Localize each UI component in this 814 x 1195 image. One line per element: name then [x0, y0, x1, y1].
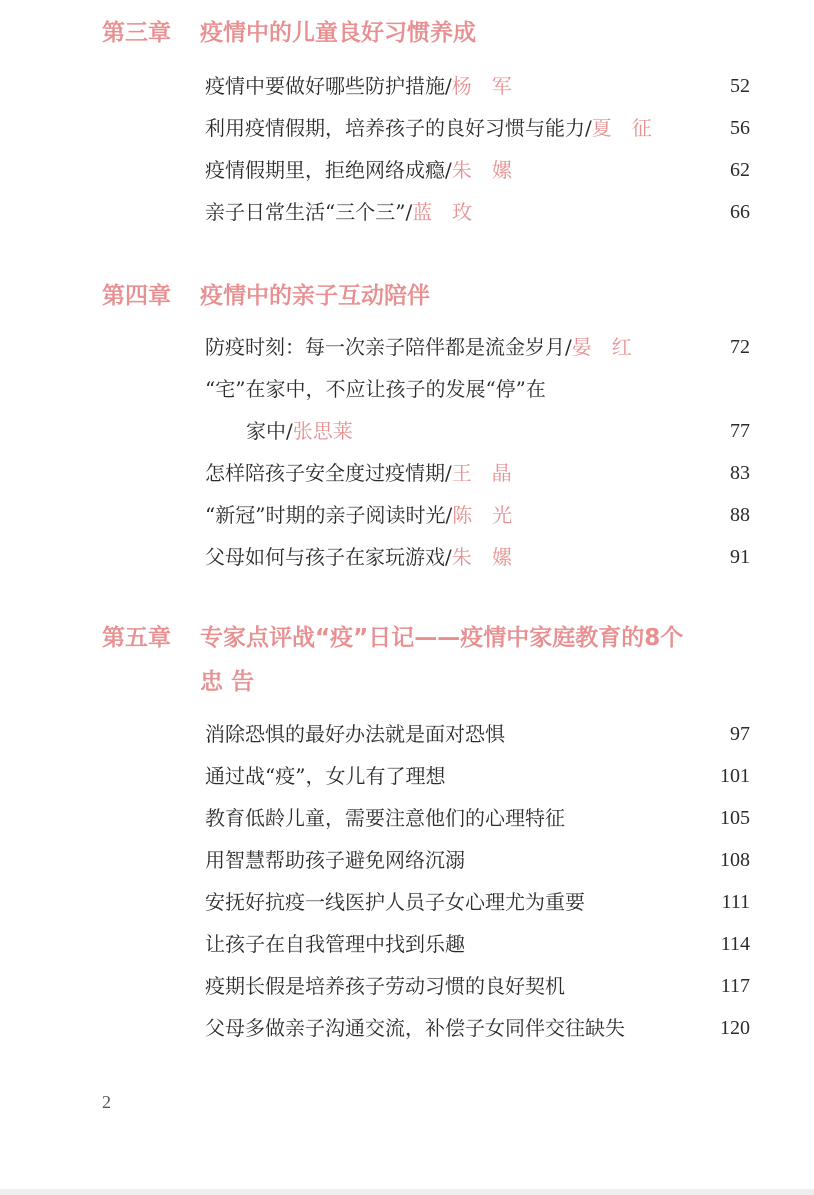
entry-author: 陈 光: [452, 503, 513, 527]
entry-title: 疫期长假是培养孩子劳动习惯的良好契机: [205, 974, 565, 998]
chapter-number: 第五章: [102, 625, 171, 651]
entry-page: 111: [721, 891, 750, 913]
chapter-title: 疫情中的儿童良好习惯养成: [200, 20, 476, 46]
entry-author: 晏 红: [571, 335, 632, 359]
entry-page: 88: [730, 504, 750, 526]
entry-page: 120: [720, 1017, 750, 1039]
entry-page: 72: [730, 336, 750, 358]
entry-title: 教育低龄儿童，需要注意他们的心理特征: [205, 806, 565, 830]
toc-entry[interactable]: [205, 1010, 750, 1046]
chapter-title-line2: 忠 告: [200, 669, 255, 695]
chapter-number: 第三章: [102, 20, 171, 46]
toc-entry[interactable]: [205, 152, 750, 188]
entry-title: “宅”在家中，不应让孩子的发展“停”在: [205, 377, 546, 401]
toc-entry[interactable]: [205, 497, 750, 533]
toc-entry[interactable]: [205, 539, 750, 575]
toc-entry[interactable]: [205, 968, 750, 1004]
entry-title: 用智慧帮助孩子避免网络沉溺: [205, 848, 465, 872]
entry-title: 疫情中要做好哪些防护措施/: [205, 74, 452, 98]
page-number: 2: [102, 1092, 111, 1112]
entry-page: 83: [730, 462, 750, 484]
entry-page: 91: [730, 546, 750, 568]
entry-page: 62: [730, 159, 750, 181]
toc-entry[interactable]: [205, 842, 750, 878]
bottom-divider: [0, 1189, 814, 1195]
entry-page: 114: [720, 933, 750, 955]
entry-author: 朱 嫘: [451, 158, 512, 182]
chapter-heading-continuation: [102, 657, 255, 707]
chapter-heading: [102, 271, 430, 321]
entry-page: 52: [730, 75, 750, 97]
entry-page: 66: [730, 201, 750, 223]
entry-title: 通过战“疫”，女儿有了理想: [205, 764, 446, 788]
toc-entry[interactable]: [205, 371, 750, 407]
entry-title: 利用疫情假期，培养孩子的良好习惯与能力/: [205, 116, 592, 140]
entry-author: 杨 军: [451, 74, 512, 98]
toc-entry[interactable]: [205, 68, 750, 104]
entry-page: 101: [720, 765, 750, 787]
entry-title: 亲子日常生活“三个三”/: [205, 200, 413, 224]
entry-author: 张思莱: [292, 419, 353, 443]
entry-title: 疫情假期里，拒绝网络成瘾/: [205, 158, 452, 182]
entry-title: 防疫时刻：每一次亲子陪伴都是流金岁月/: [205, 335, 572, 359]
toc-entry[interactable]: [205, 716, 750, 752]
toc-entry[interactable]: [205, 884, 750, 920]
entry-page: 97: [730, 723, 750, 745]
chapter-title: 疫情中的亲子互动陪伴: [200, 283, 430, 309]
toc-entry[interactable]: [205, 110, 750, 146]
entry-page: 56: [730, 117, 750, 139]
toc-entry[interactable]: [205, 329, 750, 365]
entry-page: 117: [720, 975, 750, 997]
entry-author: 朱 嫘: [451, 545, 512, 569]
toc-entry[interactable]: [205, 926, 750, 962]
entry-title: 家中/: [246, 419, 293, 443]
entry-title: 让孩子在自我管理中找到乐趣: [205, 932, 465, 956]
chapter-heading: [102, 613, 684, 663]
entry-title: 怎样陪孩子安全度过疫情期/: [205, 461, 452, 485]
entry-title: 父母如何与孩子在家玩游戏/: [205, 545, 452, 569]
entry-title: 消除恐惧的最好办法就是面对恐惧: [205, 722, 505, 746]
entry-author: 夏 征: [591, 116, 652, 140]
entry-page: 108: [720, 849, 750, 871]
chapter-title: 专家点评战“疫”日记——疫情中家庭教育的8个: [200, 625, 684, 651]
entry-page: 77: [730, 420, 750, 442]
toc-entry[interactable]: [205, 758, 750, 794]
entry-page: 105: [720, 807, 750, 829]
entry-author: 蓝 玫: [412, 200, 473, 224]
entry-author: 王 晶: [451, 461, 512, 485]
entry-title: 父母多做亲子沟通交流，补偿子女同伴交往缺失: [205, 1016, 625, 1040]
toc-entry-continuation[interactable]: [246, 413, 750, 449]
toc-entry[interactable]: [205, 455, 750, 491]
entry-title: “新冠”时期的亲子阅读时光/: [205, 503, 453, 527]
toc-entry[interactable]: [205, 194, 750, 230]
chapter-number: 第四章: [102, 283, 171, 309]
toc-entry[interactable]: [205, 800, 750, 836]
entry-title: 安抚好抗疫一线医护人员子女心理尤为重要: [205, 890, 585, 914]
chapter-heading: [102, 8, 476, 58]
